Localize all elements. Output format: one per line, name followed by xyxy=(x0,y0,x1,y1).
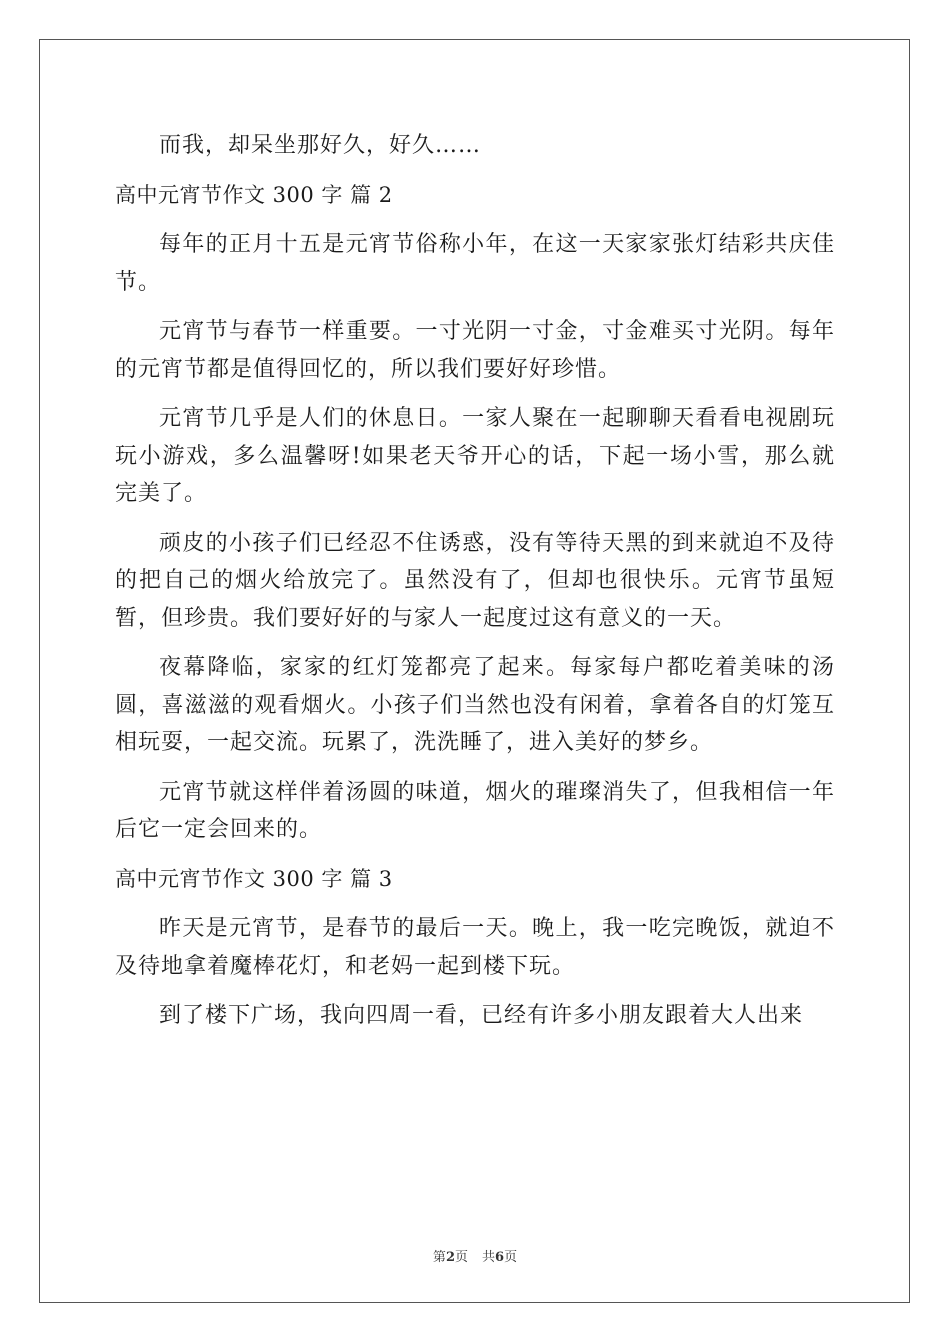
paragraph: 每年的正月十五是元宵节俗称小年，在这一天家家张灯结彩共庆佳节。 xyxy=(115,232,835,295)
section-heading: 高中元宵节作文 300 字 篇 3 xyxy=(115,866,393,891)
document-body xyxy=(115,127,835,1047)
page-suffix: 页 xyxy=(454,1250,468,1265)
page-prefix: 第 xyxy=(432,1250,446,1265)
paragraph: 元宵节几乎是人们的休息日。一家人聚在一起聊聊天看看电视剧玩玩小游戏，多么温馨呀!如果老天爷开心的话，下起一场小雪，那么就完美了。 xyxy=(115,406,835,506)
paragraph: 顽皮的小孩子们已经忍不住诱惑，没有等待天黑的到来就迫不及待的把自己的烟火给放完了。虽然没有了，但却也很快乐。元宵节虽短暂，但珍贵。我们要好好的与家人一起度过这有意义的一天。 xyxy=(115,530,835,631)
total-prefix: 共 xyxy=(482,1250,496,1265)
page-number: 2 xyxy=(445,1250,455,1265)
paragraph: 到了楼下广场，我向四周一看，已经有许多小朋友跟着大人出来 xyxy=(159,1003,804,1028)
paragraph: 昨天是元宵节，是春节的最后一天。晚上，我一吃完晚饭，就迫不及待地拿着魔棒花灯，和老妈一起到楼下玩。 xyxy=(115,916,835,979)
page-footer xyxy=(0,1246,950,1265)
section-heading: 高中元宵节作文 300 字 篇 2 xyxy=(115,182,393,207)
paragraph: 夜幕降临，家家的红灯笼都亮了起来。每家每户都吃着美味的汤圆，喜滋滋的观看烟火。小孩子们当然也没有闲着，拿着各自的灯笼互相玩耍，一起交流。玩累了，洗洗睡了，进入美好的梦乡。 xyxy=(115,655,835,755)
paragraph: 元宵节就这样伴着汤圆的味道，烟火的璀璨消失了，但我相信一年后它一定会回来的。 xyxy=(115,779,835,842)
total-suffix: 页 xyxy=(504,1250,518,1265)
total-pages: 6 xyxy=(495,1250,505,1265)
paragraph: 而我，却呆坐那好久，好久…… xyxy=(159,133,482,158)
paragraph: 元宵节与春节一样重要。一寸光阴一寸金，寸金难买寸光阴。每年的元宵节都是值得回忆的，所以我们要好好珍惜。 xyxy=(115,319,835,382)
